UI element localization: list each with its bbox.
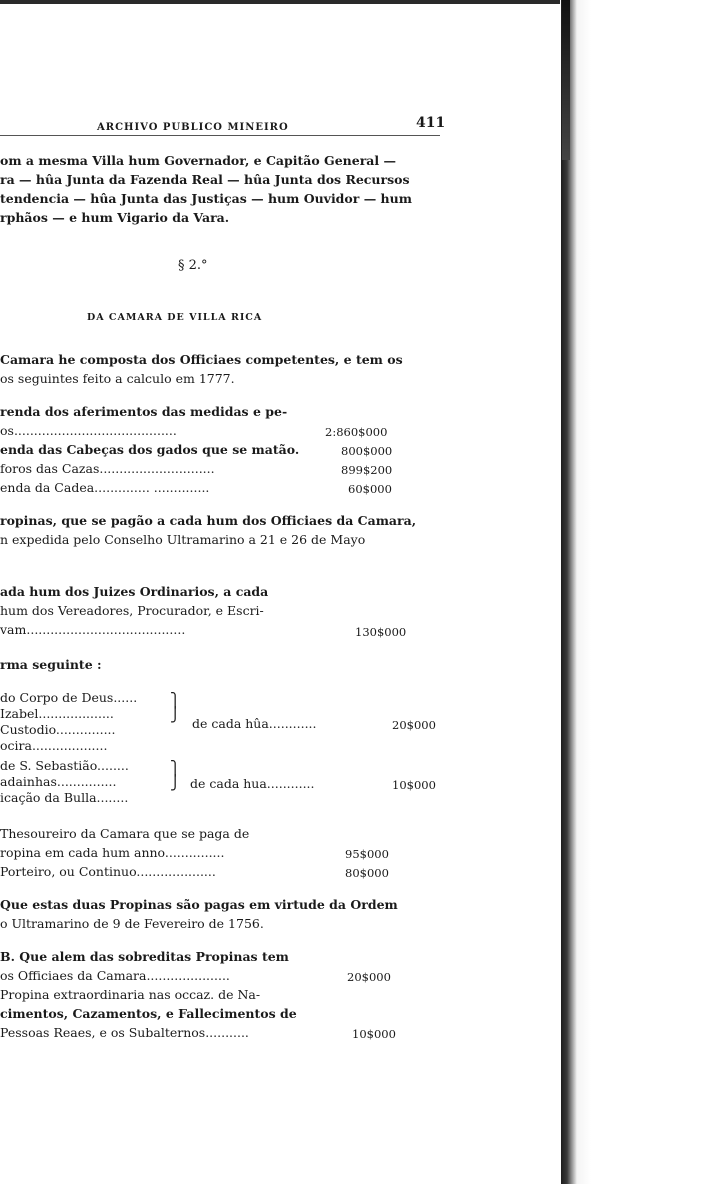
final-line: os Officiaes da Camara..................... [0, 968, 230, 983]
group2-label: de cada hua............ [190, 776, 315, 791]
rendas-row-label: os......................................... [0, 423, 177, 438]
rendas-row-value: 2:860$000 [325, 425, 388, 439]
para4-line: o Ultramarino de 9 de Fevereiro de 1756. [0, 916, 264, 931]
tesoureiro-line: ropina em cada hum anno............... [0, 845, 225, 860]
gutter-edge-shadow [562, 0, 570, 160]
rendas-intro: renda dos aferimentos das medidas e pe- [0, 404, 288, 419]
brace-mark: ⎫ [170, 693, 181, 709]
tesoureiro-line: Thesoureiro da Camara que se paga de [0, 826, 250, 841]
final-line: cimentos, Cazamentos, e Fallecimentos de [0, 1006, 297, 1021]
para2-line: os seguintes feito a calculo em 1777. [0, 371, 235, 386]
juizes-line: hum dos Vereadores, Procurador, e Escri- [0, 603, 264, 618]
forma-line: rma seguinte : [0, 657, 102, 672]
group1-line: ocira................... [0, 738, 108, 753]
tesoureiro-value: 80$000 [345, 866, 389, 880]
brace-mark: ⎭ [170, 707, 181, 723]
section-title: DA CAMARA DE VILLA RICA [87, 312, 263, 323]
juizes-line: vam........................................ [0, 622, 186, 637]
para3-line: n expedida pelo Conselho Ultramarino a 21 e 26 de Mayo [0, 532, 366, 547]
para1-line: rphãos — e hum Vigario da Vara. [0, 210, 230, 225]
group1-line: Custodio............... [0, 722, 116, 737]
group1-value: 20$000 [392, 718, 436, 732]
para1-line: tendencia — hûa Junta das Justiças — hum Ouvidor — hum [0, 191, 412, 206]
rendas-row-value: 800$000 [341, 444, 393, 458]
group2-line: de S. Sebastião........ [0, 758, 129, 773]
group2-value: 10$000 [392, 778, 436, 792]
brace-mark: ⎫ [170, 761, 181, 777]
group2-line: adainhas............... [0, 774, 117, 789]
final-value: 20$000 [347, 970, 391, 984]
final-value: 10$000 [352, 1027, 396, 1041]
brace-mark: ⎭ [170, 775, 181, 791]
running-header: ARCHIVO PUBLICO MINEIRO [97, 122, 289, 133]
juizes-value: 130$000 [355, 625, 407, 639]
book-gutter-shadow [561, 0, 701, 1184]
para1-line: om a mesma Villa hum Governador, e Capitão General — [0, 153, 397, 168]
tesoureiro-value: 95$000 [345, 847, 389, 861]
juizes-line: ada hum dos Juizes Ordinarios, a cada [0, 584, 269, 599]
section-mark: § 2.° [178, 258, 208, 273]
tesoureiro-line: Porteiro, ou Continuo.................... [0, 864, 216, 879]
group1-line: Izabel................... [0, 706, 114, 721]
rendas-row-label: foros das Cazas............................. [0, 461, 215, 476]
group1-label: de cada hûa............ [192, 716, 317, 731]
para4-line: Que estas duas Propinas são pagas em virtude da Ordem [0, 897, 398, 912]
group2-line: icação da Bulla........ [0, 790, 129, 805]
rendas-row-label: enda das Cabeças dos gados que se matão. [0, 442, 300, 457]
para2-line: Camara he composta dos Officiaes competentes, e tem os [0, 352, 403, 367]
page-number: 411 [416, 115, 446, 131]
rendas-row-value: 60$000 [348, 482, 392, 496]
group1-line: do Corpo de Deus...... [0, 690, 138, 705]
header-rule [0, 135, 440, 136]
rendas-row-value: 899$200 [341, 463, 393, 477]
final-line: Propina extraordinaria nas occaz. de Na- [0, 987, 261, 1002]
para1-line: ra — hûa Junta da Fazenda Real — hûa Junta dos Recursos [0, 172, 410, 187]
para3-line: ropinas, que se pagão a cada hum dos Officiaes da Camara, [0, 513, 417, 528]
top-edge-line [0, 0, 560, 4]
final-line: Pessoas Reaes, e os Subalternos........... [0, 1025, 249, 1040]
final-line: B. Que alem das sobreditas Propinas tem [0, 949, 289, 964]
rendas-row-label: enda da Cadea.............. .............. [0, 480, 210, 495]
